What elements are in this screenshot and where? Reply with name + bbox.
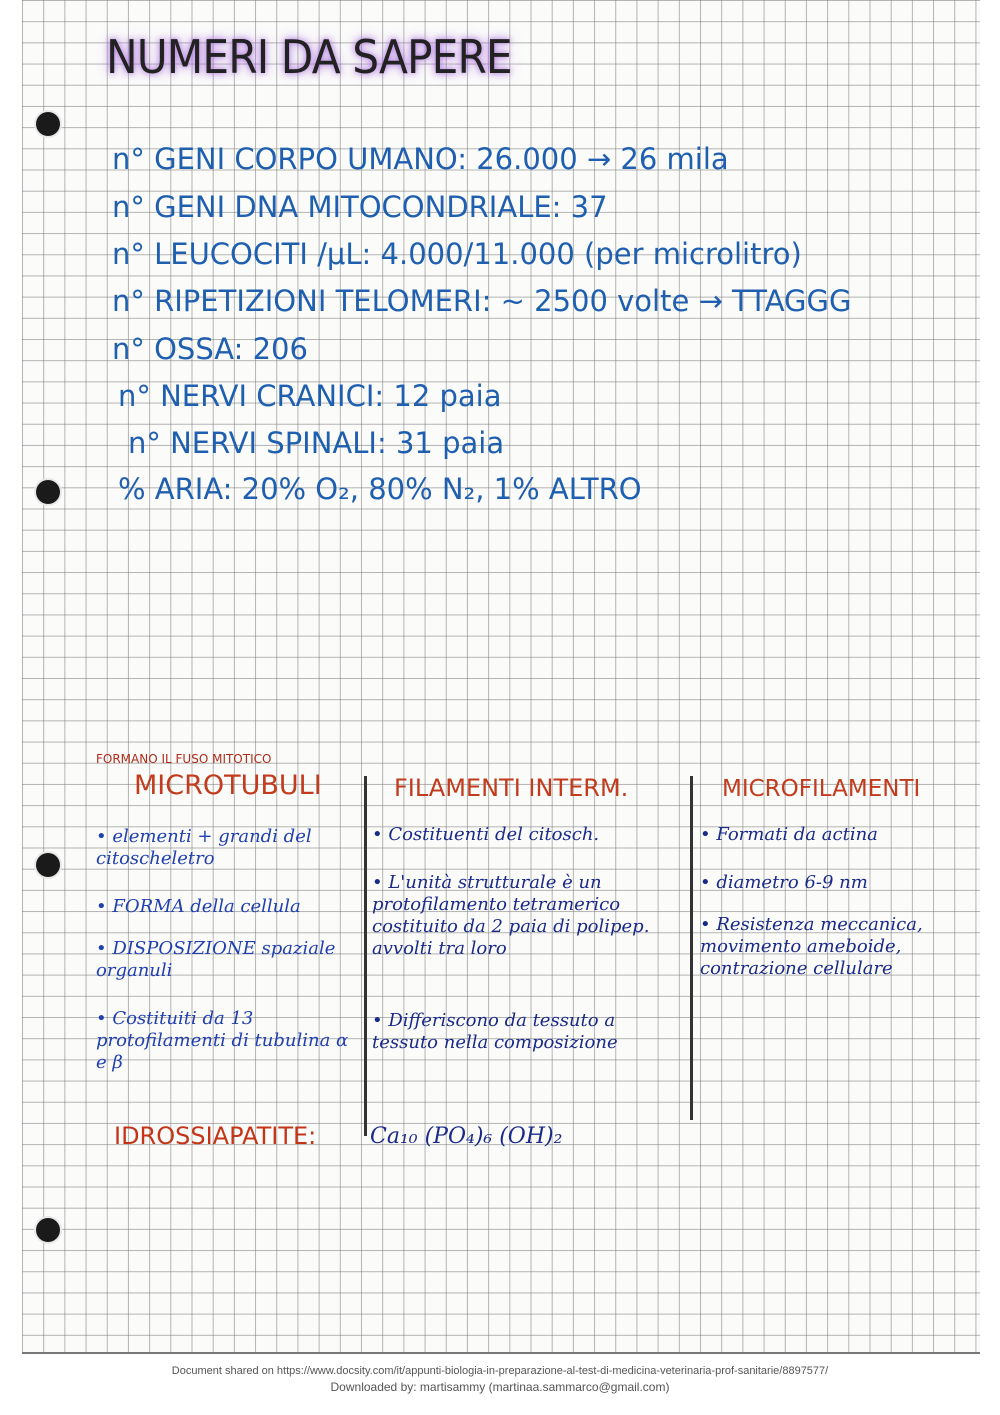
filamenti-item: • Costituenti del citosch. (372, 824, 600, 845)
fact-leucociti: n° LEUCOCITI /μL: 4.000/11.000 (per microlitro) (112, 237, 802, 271)
idrossiapatite-formula: Ca₁₀ (PO₄)₆ (OH)₂ (370, 1124, 563, 1149)
page-title: NUMERI DA SAPERE (106, 30, 512, 84)
filamenti-item: • L'unità strutturale è un protofilamento tetramerico costituito da 2 paia di polipep. avvolti tra loro (372, 872, 650, 959)
table-divider (364, 776, 367, 1136)
header-microfilamenti: MICROFILAMENTI (722, 776, 921, 802)
filamenti-item: • Differiscono da tessuto a tessuto nella composizione (372, 1010, 618, 1053)
header-filamenti: FILAMENTI INTERM. (394, 774, 629, 802)
microtubuli-item: • DISPOSIZIONE spaziale organuli (96, 938, 336, 981)
fact-geni-corpo: n° GENI CORPO UMANO: 26.000 → 26 mila (112, 142, 729, 176)
mitotic-note: FORMANO IL FUSO MITOTICO (96, 752, 272, 766)
binder-hole (36, 853, 60, 877)
fact-aria: % ARIA: 20% O₂, 80% N₂, 1% ALTRO (118, 472, 642, 506)
fact-ossa: n° OSSA: 206 (112, 332, 308, 366)
table-divider (690, 776, 693, 1120)
fact-telomeri: n° RIPETIZIONI TELOMERI: ~ 2500 volte → TTAGGG (112, 284, 852, 318)
footer-shared: Document shared on https://www.docsity.com/it/appunti-biologia-in-preparazione-al-test-di-medicina-veterinaria-prof-sanitarie/8897577/ (171, 1365, 829, 1377)
microtubuli-item: • elementi + grandi del citoscheletro (96, 826, 312, 869)
footer-downloaded: Downloaded by: martisammy (martinaa.sammarco@gmail.com) (330, 1380, 670, 1394)
header-microtubuli: MICROTUBULI (134, 770, 322, 801)
microtubuli-item: • Costituiti da 13 protofilamenti di tubulina α e β (96, 1008, 349, 1073)
microfilamenti-item: • Resistenza meccanica, movimento ameboide, contrazione cellulare (700, 914, 923, 979)
binder-hole (36, 112, 60, 136)
microtubuli-item: • FORMA della cellula (96, 896, 301, 917)
microfilamenti-item: • diametro 6-9 nm (700, 872, 868, 893)
microfilamenti-item: • Formati da actina (700, 824, 878, 845)
binder-hole (36, 480, 60, 504)
fact-geni-mito: n° GENI DNA MITOCONDRIALE: 37 (112, 190, 608, 224)
fact-nervi-cranici: n° NERVI CRANICI: 12 paia (118, 379, 502, 413)
binder-hole (36, 1218, 60, 1242)
idrossiapatite-label: IDROSSIAPATITE: (114, 1122, 317, 1150)
fact-nervi-spinali: n° NERVI SPINALI: 31 paia (128, 426, 505, 460)
